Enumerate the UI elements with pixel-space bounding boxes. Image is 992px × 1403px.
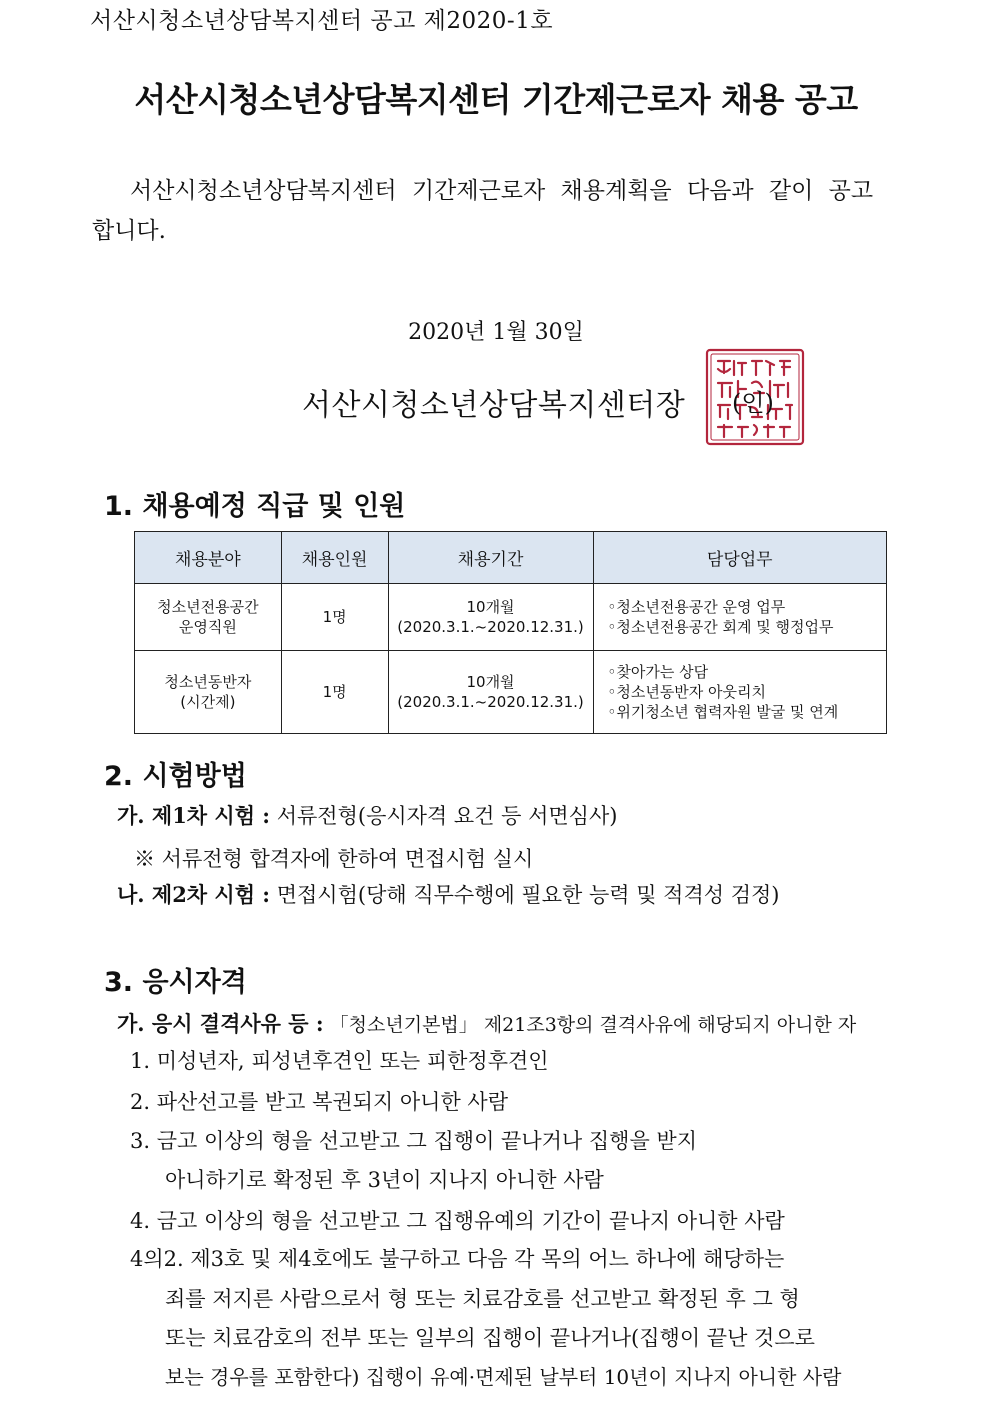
disqualification-label: 가. 응시 결격사유 등 : bbox=[117, 1011, 324, 1036]
section-2-heading: 2. 시험방법 bbox=[104, 761, 247, 792]
count-cell: 1명 bbox=[281, 584, 388, 651]
director-name: 서산시청소년상담복지센터장 bbox=[302, 388, 686, 423]
recruitment-table bbox=[134, 531, 887, 734]
list-item: 4의2. 제3호 및 제4호에도 불구하고 다음 각 목의 어느 하나에 해당하는 bbox=[130, 1247, 785, 1271]
field-cell bbox=[135, 651, 282, 734]
page-title: 서산시청소년상담복지센터 기간제근로자 채용 공고 bbox=[134, 80, 858, 119]
column-header: 채용분야 bbox=[135, 532, 282, 584]
duties-cell bbox=[593, 651, 887, 734]
list-item: 1. 미성년자, 피성년후견인 또는 피한정후견인 bbox=[130, 1049, 549, 1073]
field-line: 운영직원 bbox=[178, 618, 237, 636]
list-item: 죄를 저지른 사람으로서 형 또는 치료감호를 선고받고 확정된 후 그 형 bbox=[165, 1287, 800, 1311]
column-header: 채용기간 bbox=[388, 532, 593, 584]
field-line: 청소년동반자 bbox=[164, 673, 252, 691]
disqualification-intro bbox=[117, 1008, 856, 1038]
duty-item: ◦청소년전용공간 운영 업무 bbox=[607, 598, 786, 616]
period-line: (2020.3.1.~2020.12.31.) bbox=[397, 693, 584, 711]
period-line: 10개월 bbox=[466, 673, 515, 691]
field-line: (시간제) bbox=[180, 693, 236, 711]
list-item: 2. 파산선고를 받고 복권되지 아니한 사람 bbox=[130, 1090, 508, 1114]
intro-line-1: 서산시청소년상담복지센터 기간제근로자 채용계획을 다음과 같이 공고 bbox=[130, 178, 874, 204]
period-line: 10개월 bbox=[466, 598, 515, 616]
section-3-heading: 3. 응시자격 bbox=[104, 967, 247, 998]
column-header: 채용인원 bbox=[281, 532, 388, 584]
period-cell bbox=[388, 584, 593, 651]
count-cell: 1명 bbox=[281, 651, 388, 734]
list-item: 4. 금고 이상의 형을 선고받고 그 집행유예의 기간이 끝나지 아니한 사람 bbox=[130, 1209, 785, 1233]
field-line: 청소년전용공간 bbox=[157, 598, 259, 616]
list-item: 아니하기로 확정된 후 3년이 지나지 아니한 사람 bbox=[165, 1168, 604, 1192]
seal-mark: (인) bbox=[732, 389, 774, 417]
notice-number: 서산시청소년상담복지센터 공고 제2020-1호 bbox=[90, 8, 554, 34]
section-1-heading: 1. 채용예정 직급 및 인원 bbox=[104, 491, 406, 522]
exam-second-stage-text: 면접시험(당해 직무수행에 필요한 능력 및 적격성 검정) bbox=[276, 883, 780, 907]
exam-second-stage-label: 나. 제2차 시험 : bbox=[117, 882, 271, 907]
field-cell bbox=[135, 584, 282, 651]
duty-item: ◦청소년전용공간 회계 및 행정업무 bbox=[607, 618, 834, 636]
announcement-date: 2020년 1월 30일 bbox=[408, 320, 584, 345]
disqualification-text: 「청소년기본법」 제21조3항의 결격사유에 해당되지 아니한 자 bbox=[329, 1014, 857, 1036]
period-cell bbox=[388, 651, 593, 734]
column-header: 담당업무 bbox=[593, 532, 887, 584]
table-row bbox=[135, 651, 887, 734]
intro-line-2: 합니다. bbox=[92, 218, 166, 244]
exam-note: ※ 서류전형 합격자에 한하여 면접시험 실시 bbox=[134, 847, 534, 871]
duty-item: ◦위기청소년 협력자원 발굴 및 연계 bbox=[607, 703, 839, 721]
list-item: 보는 경우를 포함한다) 집행이 유예·면제된 날부터 10년이 지나지 아니한 사람 bbox=[165, 1365, 842, 1389]
table-row bbox=[135, 584, 887, 651]
list-item: 3. 금고 이상의 형을 선고받고 그 집행이 끝나거나 집행을 받지 bbox=[130, 1129, 697, 1153]
duties-cell bbox=[593, 584, 887, 651]
duty-item: ◦청소년동반자 아웃리치 bbox=[607, 683, 767, 701]
list-item: 또는 치료감호의 전부 또는 일부의 집행이 끝나거나(집행이 끝난 것으로 bbox=[165, 1326, 815, 1350]
period-line: (2020.3.1.~2020.12.31.) bbox=[397, 618, 584, 636]
exam-first-stage-label: 가. 제1차 시험 : bbox=[117, 803, 271, 828]
duty-item: ◦찾아가는 상담 bbox=[607, 663, 709, 681]
table-header-row bbox=[135, 532, 887, 584]
exam-first-stage bbox=[117, 800, 617, 830]
exam-second-stage bbox=[117, 879, 779, 909]
exam-first-stage-text: 서류전형(응시자격 요건 등 서면심사) bbox=[276, 804, 618, 828]
